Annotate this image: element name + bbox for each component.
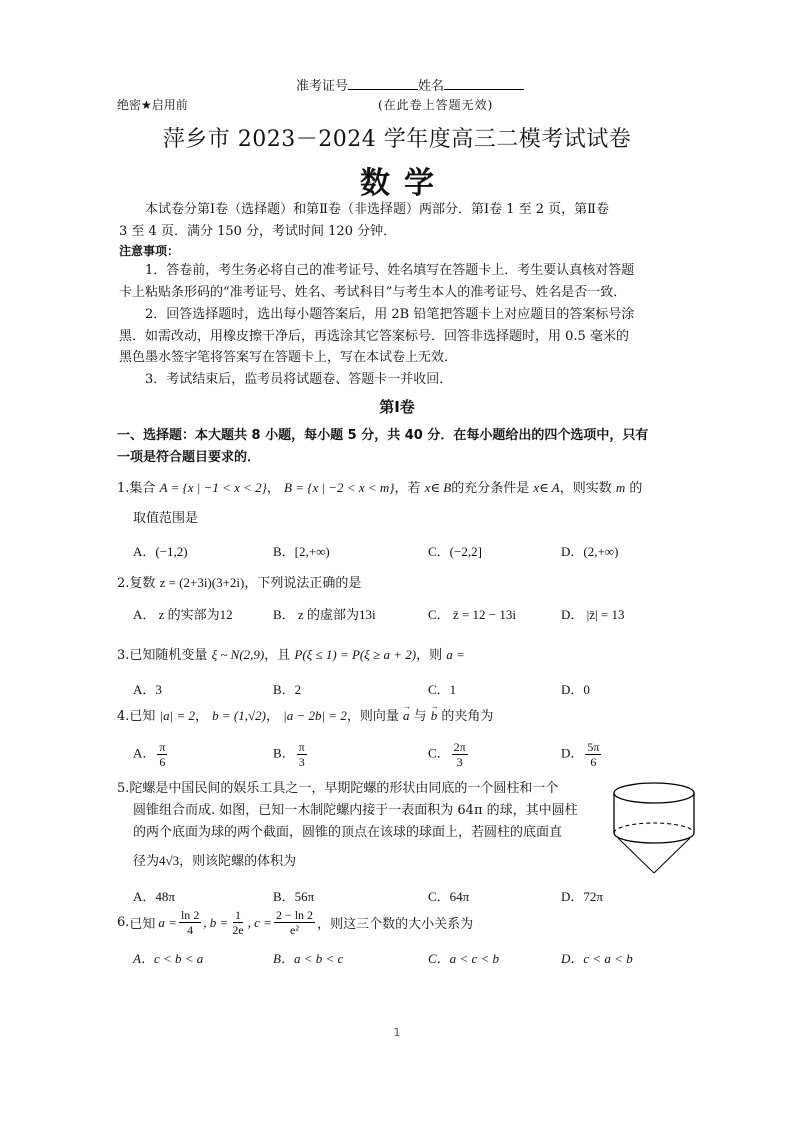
question-number: 1.: [117, 481, 130, 496]
b-lhs: , b =: [203, 914, 229, 930]
question-number: 2.: [117, 576, 130, 591]
distribution: ξ ~ N(2,9): [211, 647, 265, 662]
q3-ask: a =: [446, 647, 465, 662]
q2-option-a[interactable]: A． z 的实部为12: [133, 607, 233, 622]
invalid-note: (在此卷上答题无效): [378, 98, 494, 112]
question-5-line-3: 的两个底面为球的两个截面，圆锥的顶点在该球的球面上，若圆柱的底面直: [133, 825, 563, 840]
q1-option-a[interactable]: A．(−1,2): [133, 544, 188, 559]
q3-text: 已知随机变量: [129, 648, 208, 663]
intro-line-1: 本试卷分第Ⅰ卷（选择题）和第Ⅱ卷（非选择题）两部分．第Ⅰ卷 1 至 2 页，第Ⅱ卷: [145, 202, 610, 217]
question-3-stem: [117, 647, 465, 664]
q5-text: 径为: [133, 854, 160, 869]
question-5-line-4: [133, 853, 296, 870]
notice-heading: 注意事项：: [119, 244, 180, 258]
q1-option-d[interactable]: D．(2,+∞): [561, 544, 619, 559]
section-instructions-line-1: 一、选择题：本大题共 8 小题，每小题 5 分，共 40 分．在每小题给出的四个选项中，只有: [117, 428, 649, 443]
q3-option-a[interactable]: A．3: [133, 682, 162, 697]
q3-text: ，且: [264, 648, 291, 663]
question-number: 6.: [117, 915, 130, 930]
q1-text: ，则实数: [559, 481, 612, 496]
numerator: 5π: [587, 740, 600, 754]
notice-item-1-line-1: 1．答卷前，考生务必将自己的准考证号、姓名填写在答题卡上．考生要认真核对答题: [145, 263, 635, 278]
q3-option-b[interactable]: B．2: [273, 682, 302, 697]
exam-id-field: [296, 77, 524, 95]
q6-option-b[interactable]: B．a < b < c: [273, 951, 344, 966]
denominator: 3: [456, 755, 463, 769]
c-lhs: , c =: [247, 914, 272, 930]
probability-equation: P(ξ ≤ 1) = P(ξ ≥ a + 2): [294, 647, 417, 662]
q4-option-a[interactable]: [133, 740, 169, 769]
numerator: π: [298, 740, 305, 754]
notice-item-3: 3．考试结束后，监考员将试题卷、答题卡一并收回．: [145, 372, 453, 387]
q6-text: ，则这三个数的大小关系为: [317, 917, 474, 932]
q4-option-c[interactable]: [428, 740, 470, 769]
q5-option-a[interactable]: A．48π: [133, 889, 175, 904]
question-number: 4.: [117, 709, 130, 724]
question-number: 5.: [117, 781, 130, 796]
q3-option-c[interactable]: C．1: [428, 682, 457, 697]
condition-b: x∈ B: [424, 480, 452, 495]
condition-a: x∈ A: [533, 480, 560, 495]
q4-text: 已知: [129, 709, 156, 724]
question-4-stem: [117, 708, 493, 725]
page-number: 1: [393, 1026, 401, 1039]
cylinder-bottom-hidden-edge: [614, 823, 694, 833]
exam-id-label: 准考证号: [296, 79, 349, 94]
b-denominator: 2e: [232, 923, 244, 937]
vector-difference-magnitude: |a − 2b| = 2: [283, 708, 347, 723]
q1-text: 的充分条件是: [451, 481, 530, 496]
diameter-value: 4√3: [159, 853, 180, 868]
q1-text: ，若: [394, 481, 421, 496]
q6-option-c[interactable]: C．a < c < b: [428, 951, 499, 966]
a-lhs: a =: [158, 914, 177, 930]
a-denominator: 4: [187, 923, 194, 937]
q4-text: 与: [413, 709, 427, 724]
exam-title: 萍乡市 2023－2024 学年度高三二模考试试卷: [162, 127, 632, 152]
cylinder-top-ellipse: [614, 783, 694, 803]
spinning-top-figure: [612, 778, 696, 876]
q4-sep: ，: [265, 709, 279, 724]
q5-option-b[interactable]: B．56π: [273, 889, 315, 904]
notice-item-2-line-2: 黑．如需改动，用橡皮擦干净后，再选涂其它答案标号．回答非选择题时，用 0.5 毫米的: [119, 329, 629, 344]
set-a: A = {x | −1 < x < 2}: [159, 480, 267, 495]
q2-text: 复数: [129, 576, 156, 591]
q6-option-d[interactable]: D．c < a < b: [561, 951, 633, 966]
cylinder-bottom-visible-edge: [614, 833, 694, 843]
name-blank[interactable]: [444, 77, 524, 90]
notice-item-1-line-2: 卡上粘贴条形码的“准考证号、姓名、考试科目”与考生本人的准考证号、姓名是否一致．: [119, 285, 627, 300]
c-denominator: e²: [290, 923, 299, 937]
denominator: 6: [159, 755, 166, 769]
q2-option-b[interactable]: B． z 的虚部为13i: [273, 607, 376, 622]
exam-id-blank[interactable]: [348, 77, 418, 90]
part1-heading: 第Ⅰ卷: [379, 398, 415, 416]
question-2-stem: [117, 575, 361, 592]
question-5-line-1: [117, 781, 558, 797]
vector-b-symbol: → b: [431, 708, 438, 724]
q4-text: ，则向量: [346, 709, 399, 724]
question-1-line-2: 取值范围是: [133, 511, 199, 526]
numerator: π: [159, 740, 166, 754]
q4-option-b[interactable]: [273, 740, 309, 769]
q1-text: 集合: [129, 481, 156, 496]
notice-item-2-line-3: 黑色墨水签字笔将答案写在答题卡上，写在本试卷上无效．: [119, 350, 458, 365]
q6-text: 已知: [129, 917, 156, 932]
q3-option-d[interactable]: D．0: [561, 682, 590, 697]
section-instructions-line-2: 一项是符合题目要求的．: [117, 450, 261, 465]
q5-text: ，则该陀螺的体积为: [179, 854, 297, 869]
question-5-line-2: 圆锥组合而成. 如图，已知一木制陀螺内接于一表面积为 64π 的球，其中圆柱: [133, 803, 578, 818]
name-label: 姓名: [418, 79, 445, 94]
intro-line-2: 3 至 4 页．满分 150 分，考试时间 120 分钟．: [119, 224, 397, 239]
q5-option-d[interactable]: D．72π: [561, 889, 603, 904]
q2-text: ，下列说法正确的是: [244, 576, 362, 591]
question-1-stem: [117, 480, 642, 497]
denominator: 6: [590, 755, 597, 769]
q2-option-c[interactable]: C． z̄ = 12 − 13i: [428, 607, 516, 622]
q1-sep: ，: [266, 481, 280, 496]
subject-title: 数学: [360, 166, 448, 201]
vector-b: b = (1,√2): [212, 708, 266, 723]
vector-a-magnitude: |a| = 2: [159, 708, 195, 723]
option-label: B．: [273, 745, 295, 761]
a-numerator: ln 2: [180, 908, 200, 922]
denominator: 3: [298, 755, 305, 769]
numerator: 2π: [453, 740, 466, 754]
option-label: A．: [133, 745, 156, 761]
notice-item-2-line-1: 2．回答选择题时，选出每小题答案后，用 2B 铅笔把答题卡上对应题目的答案标号涂: [145, 307, 635, 322]
q6-option-a[interactable]: A．c < b < a: [133, 951, 204, 966]
option-label: C．: [428, 745, 450, 761]
q1-text: 的: [629, 481, 643, 496]
q4-option-d[interactable]: [561, 740, 603, 769]
vector-a: → a: [403, 708, 410, 724]
secret-label: 绝密★启用前: [117, 98, 188, 112]
option-label: D．: [561, 745, 584, 761]
complex-expression: z = (2+3i)(3+2i): [159, 575, 245, 590]
q1-option-b[interactable]: B．[2,+∞): [273, 544, 330, 559]
q3-text: ，则: [416, 648, 443, 663]
q4-text: 的夹角为: [441, 709, 494, 724]
q5-option-c[interactable]: C．64π: [428, 889, 470, 904]
q2-option-d[interactable]: D． |z̄| = 13: [561, 607, 625, 622]
variable-m: m: [615, 480, 626, 495]
q5-text: 陀螺是中国民间的娱乐工具之一，早期陀螺的形状由同底的一个圆柱和一个: [129, 781, 559, 796]
c-numerator: 2 − ln 2: [275, 908, 314, 922]
q4-sep: ，: [194, 709, 208, 724]
b-numerator: 1: [234, 908, 241, 922]
set-b: B = {x | −2 < x < m}: [284, 480, 395, 495]
question-6-stem: [117, 908, 473, 937]
question-number: 3.: [117, 648, 130, 663]
q1-option-c[interactable]: C．(−2,2]: [428, 544, 482, 559]
